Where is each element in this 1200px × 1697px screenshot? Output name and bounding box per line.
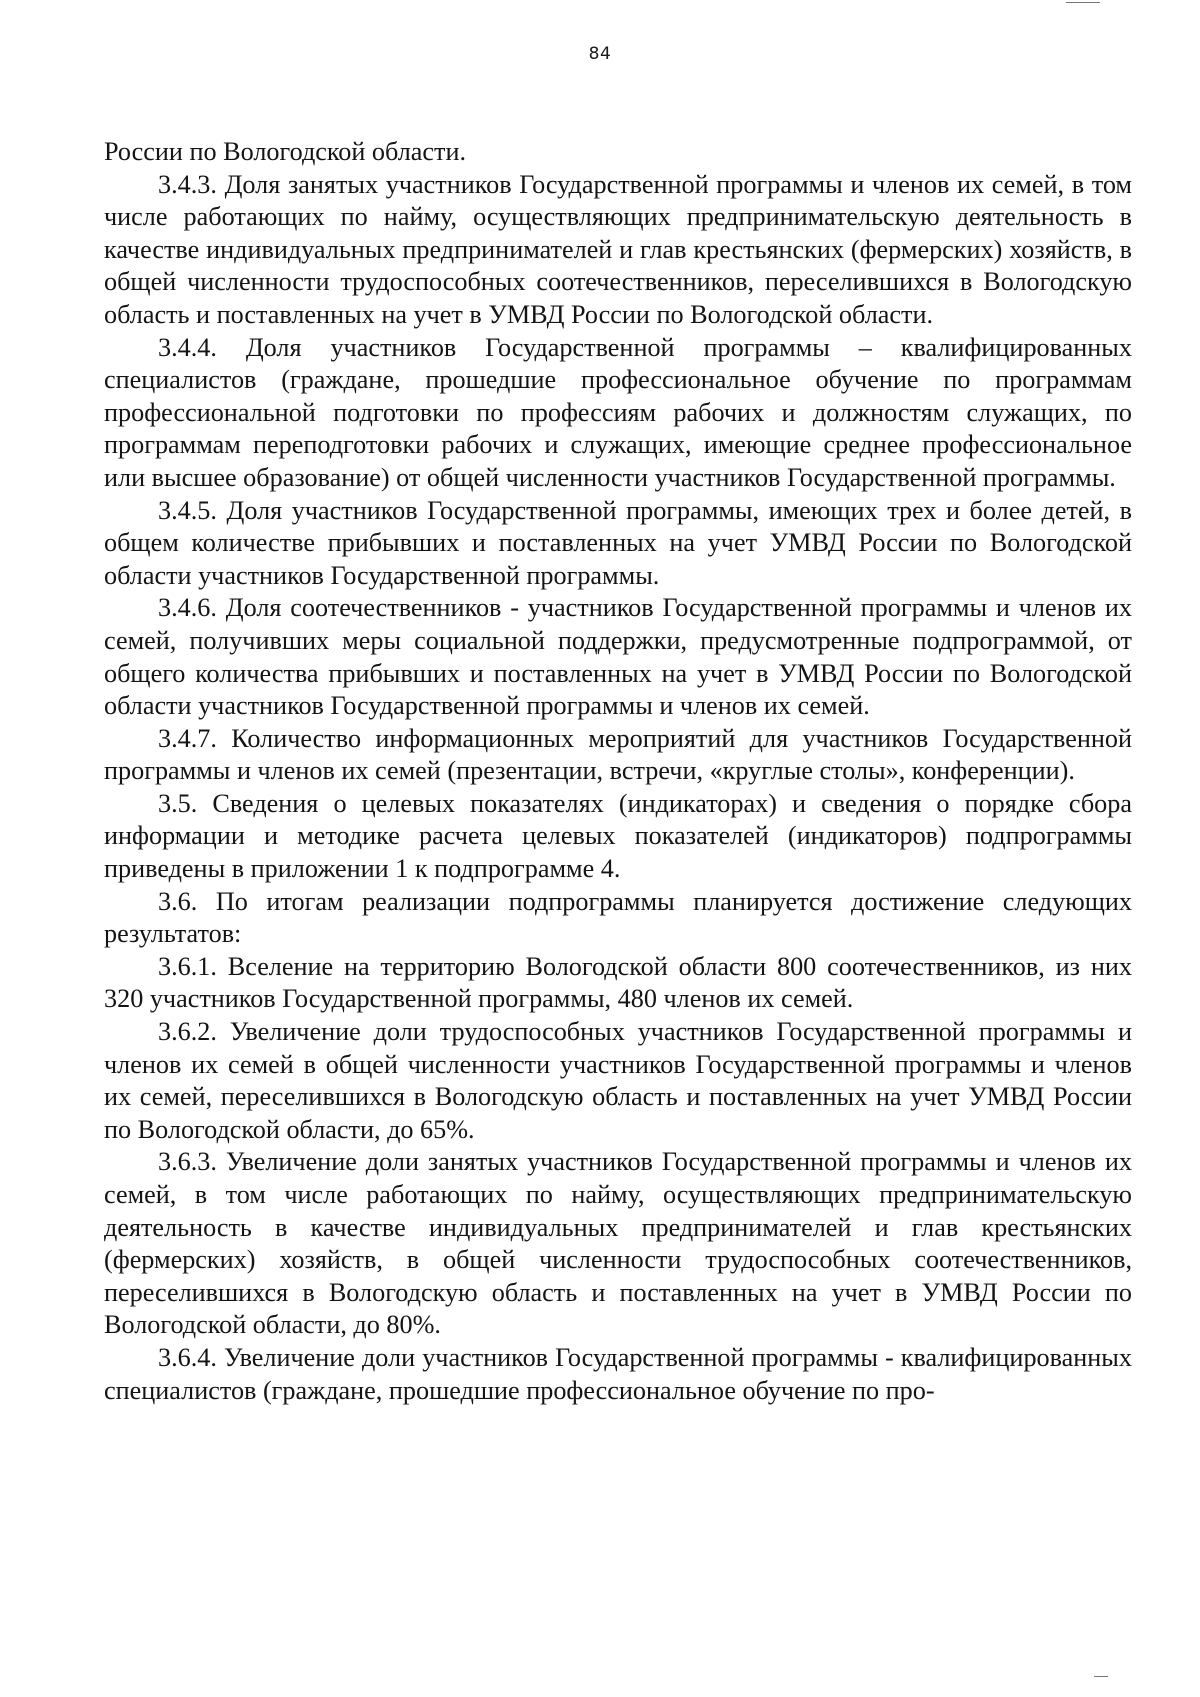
paragraph-3-5: 3.5. Сведения о целевых показателях (индикаторах) и сведения о порядке сбора информации и методике расчета целевых показателей (индикаторов) подпрограммы приведены в приложении 1 к подпрограмме 4. [104, 788, 1132, 884]
paragraph-3-6-1: 3.6.1. Вселение на территорию Вологодской области 800 соотечественников, из них 320 участников Государственной программы, 480 членов их семей. [104, 951, 1132, 1014]
paragraph-continuation: России по Вологодской области. [104, 137, 467, 166]
paragraph-3-6-3: 3.6.3. Увеличение доли занятых участников Государственной программы и членов их семей, в том числе работающих по найму, осуществляющих предпринимательскую деятельность в качестве индивидуальных предпринимателей и глав крестьянских (фермерских) хозяйств, в общей численности трудоспособных соотечественников, переселившихся в Вологодскую область и поставленных на учет в УМВД России по Вологодской области, до 80%. [104, 1147, 1132, 1340]
paragraph-3-4-6: 3.4.6. Доля соотечественников - участников Государственной программы и членов их семей, получивших меры социальной поддержки, предусмотренные подпрограммой, от общего количества прибывших и поставленных на учет в УМВД России по Вологодской области участников Государственной программы и членов их семей. [104, 593, 1132, 721]
paragraph-3-4-4: 3.4.4. Доля участников Государственной программы – квалифицированных специалистов (граждане, прошедшие профессиональное обучение по программам профессиональной подготовки по профессиям рабочих и должностям служащих, по программам переподготовки рабочих и служащих, имеющие среднее профессиональное или высшее образование) от общей численности участников Государственной программы. [104, 332, 1132, 492]
document-body [104, 136, 1132, 1407]
paragraph-3-6-2: 3.6.2. Увеличение доли трудоспособных участников Государственной программы и членов их семей в общей численности участников Государственной программы и членов их семей, переселившихся в Вологодскую область и поставленных на учет УМВД России по Вологодской области, до 65%. [104, 1017, 1132, 1144]
paragraph-3-6: 3.6. По итогам реализации подпрограммы планируется достижение следующих результатов: [104, 886, 1132, 949]
paragraph-3-4-3: 3.4.3. Доля занятых участников Государственной программы и членов их семей, в том числе работающих по найму, осуществляющих предпринимательскую деятельность в качестве индивидуальных предпринимателей и глав крестьянских (фермерских) хозяйств, в общей численности трудоспособных соотечественников, переселившихся в Вологодскую область и поставленных на учет в УМВД России по Вологодской области. [104, 169, 1132, 329]
page-number: 84 [588, 44, 612, 64]
paragraph-3-4-5: 3.4.5. Доля участников Государственной программы, имеющих трех и более детей, в общем количестве прибывших и поставленных на учет УМВД России по Вологодской области участников Государственной программы. [104, 495, 1132, 590]
scan-artifact-bottom [1094, 1676, 1108, 1677]
paragraph-3-6-4: 3.6.4. Увеличение доли участников Государственной программы - квалифицированных специалистов (граждане, прошедшие профессиональное обучение по про- [104, 1342, 1132, 1405]
scan-artifact-top [1066, 2, 1100, 3]
paragraph-3-4-7: 3.4.7. Количество информационных мероприятий для участников Государственной программы и членов их семей (презентации, встречи, «круглые столы», конференции). [104, 723, 1132, 786]
